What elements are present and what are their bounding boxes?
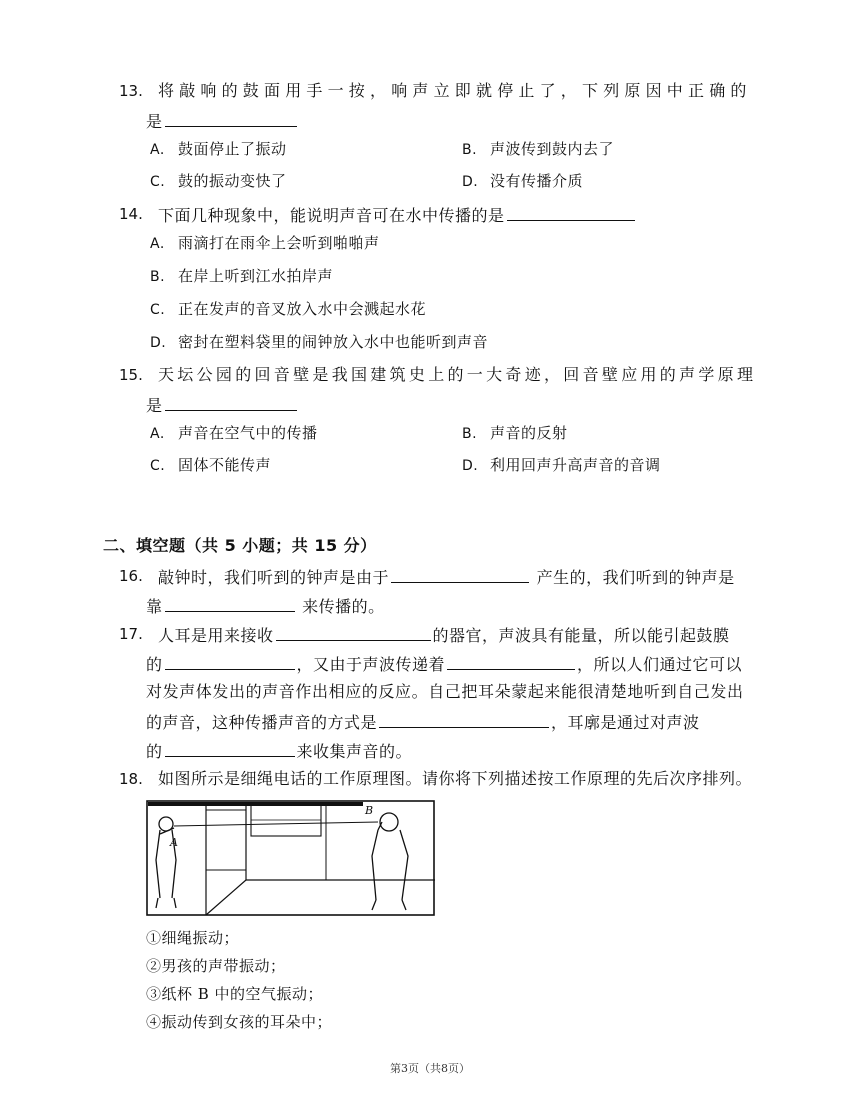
q17-line4 <box>146 711 700 733</box>
option-letter: A. <box>150 236 165 252</box>
q13-stem-line2 <box>146 110 299 132</box>
q15-option-b[interactable] <box>462 423 568 444</box>
q14-stem <box>158 204 637 226</box>
q17-text-b: 的器官，声波具有能量，所以能引起鼓膜 <box>432 626 730 645</box>
q15-stem-shi: 是 <box>146 396 163 415</box>
q17-text-h: 的 <box>146 742 163 761</box>
q13-option-c[interactable] <box>150 171 287 192</box>
q18-stem: 如图所示是细绳电话的工作原理图。请你将下列描述按工作原理的先后次序排列。 <box>158 769 753 788</box>
q14-option-a[interactable] <box>150 233 380 254</box>
option-letter: D. <box>150 335 167 351</box>
q17-blank-1[interactable] <box>276 624 431 641</box>
q13-stem-line1: 将敲响的鼓面用手一按，响声立即就停止了，下列原因中正确的 <box>158 81 752 100</box>
option-text: 声音的反射 <box>490 424 568 442</box>
option-text: 没有传播介质 <box>490 172 584 190</box>
option-letter: B. <box>462 426 478 442</box>
q15-answer-blank[interactable] <box>165 394 297 411</box>
option-text: 鼓的振动变快了 <box>178 172 287 190</box>
q14-number: 14. <box>119 205 143 223</box>
q17-blank-2[interactable] <box>165 653 295 670</box>
q15-stem-line1: 天坛公园的回音壁是我国建筑史上的一大奇迹，回音壁应用的声学原理 <box>158 365 757 384</box>
q14-answer-blank[interactable] <box>507 204 635 221</box>
option-text: 固体不能传声 <box>178 456 272 474</box>
option-text: 利用回声升高声音的音调 <box>490 456 661 474</box>
q17-text-c: 的 <box>146 655 163 674</box>
q16-text-d: 来传播的。 <box>302 597 385 616</box>
q14-option-d[interactable] <box>150 332 488 353</box>
q13-option-a[interactable] <box>150 139 287 160</box>
option-letter: A. <box>150 142 165 158</box>
option-text: 鼓面停止了振动 <box>178 140 287 158</box>
q15-option-a[interactable] <box>150 423 318 444</box>
option-text: 雨滴打在雨伞上会听到啪啪声 <box>178 234 380 252</box>
option-letter: B. <box>150 269 166 285</box>
q17-blank-3[interactable] <box>447 653 575 670</box>
q18-step-2: ②男孩的声带振动； <box>146 957 286 975</box>
q15-option-c[interactable] <box>150 455 271 476</box>
q17-line2 <box>146 653 742 675</box>
option-letter: A. <box>150 426 165 442</box>
q18-step-1: ①细绳振动； <box>146 929 240 947</box>
q16-text-a: 敲钟时，我们听到的钟声是由于 <box>158 568 390 587</box>
q17-line1 <box>158 624 730 646</box>
q16-text-c: 靠 <box>146 597 163 616</box>
q15-stem-line2 <box>146 394 299 416</box>
q17-text-f: 的声音，这种传播声音的方式是 <box>146 713 378 732</box>
q14-stem-text: 下面几种现象中，能说明声音可在水中传播的是 <box>158 206 505 225</box>
q13-option-d[interactable] <box>462 171 583 192</box>
q17-number: 17. <box>119 625 143 643</box>
q17-blank-5[interactable] <box>165 740 295 757</box>
option-letter: C. <box>150 458 166 474</box>
q14-option-b[interactable] <box>150 266 333 287</box>
q17-text-i: 来收集声音的。 <box>296 742 413 761</box>
q18-step-3: ③纸杯 B 中的空气振动； <box>146 985 324 1003</box>
option-letter: C. <box>150 302 166 318</box>
label-a: A <box>170 836 178 849</box>
option-text: 密封在塑料袋里的闹钟放入水中也能听到声音 <box>178 333 489 351</box>
q17-text-d: ，又由于声波传递着 <box>296 655 446 674</box>
q15-option-d[interactable] <box>462 455 661 476</box>
q14-option-c[interactable] <box>150 299 426 320</box>
page-footer: 第3页（共8页） <box>390 1062 470 1075</box>
q15-number: 15. <box>119 366 143 384</box>
q16-text-b: 产生的，我们听到的钟声是 <box>536 568 735 587</box>
option-text: 正在发声的音叉放入水中会溅起水花 <box>178 300 427 318</box>
option-letter: C. <box>150 174 166 190</box>
q16-blank-1[interactable] <box>391 566 529 583</box>
q13-number: 13. <box>119 82 143 100</box>
label-b: B <box>365 804 374 817</box>
q18-step-4: ④振动传到女孩的耳朵中； <box>146 1013 333 1031</box>
option-text: 声音在空气中的传播 <box>178 424 318 442</box>
q17-line5 <box>146 740 412 762</box>
figure-border <box>147 801 434 915</box>
q13-option-b[interactable] <box>462 139 614 160</box>
q16-line2 <box>146 595 385 617</box>
option-letter: B. <box>462 142 478 158</box>
q17-text-e: ，所以人们通过它可以 <box>577 655 743 674</box>
string-telephone-figure <box>146 800 435 916</box>
option-text: 声波传到鼓内去了 <box>490 140 615 158</box>
q17-text-a: 人耳是用来接收 <box>158 626 274 645</box>
q16-number: 16. <box>119 567 143 585</box>
option-letter: D. <box>462 174 479 190</box>
q13-stem-shi: 是 <box>146 112 163 131</box>
section-title: 二、填空题（共 5 小题；共 15 分） <box>103 536 377 555</box>
ceiling-band <box>148 802 363 806</box>
q13-answer-blank[interactable] <box>165 110 297 127</box>
q16-line1 <box>158 566 735 588</box>
option-text: 在岸上听到江水拍岸声 <box>178 267 334 285</box>
q18-number: 18. <box>119 770 143 788</box>
q17-text-g: ，耳廓是通过对声波 <box>551 713 700 732</box>
q16-blank-2[interactable] <box>165 595 295 612</box>
option-letter: D. <box>462 458 479 474</box>
q17-blank-4[interactable] <box>379 711 549 728</box>
q17-line3: 对发声体发出的声音作出相应的反应。自己把耳朵蒙起来能很清楚地听到自己发出 <box>146 682 744 701</box>
